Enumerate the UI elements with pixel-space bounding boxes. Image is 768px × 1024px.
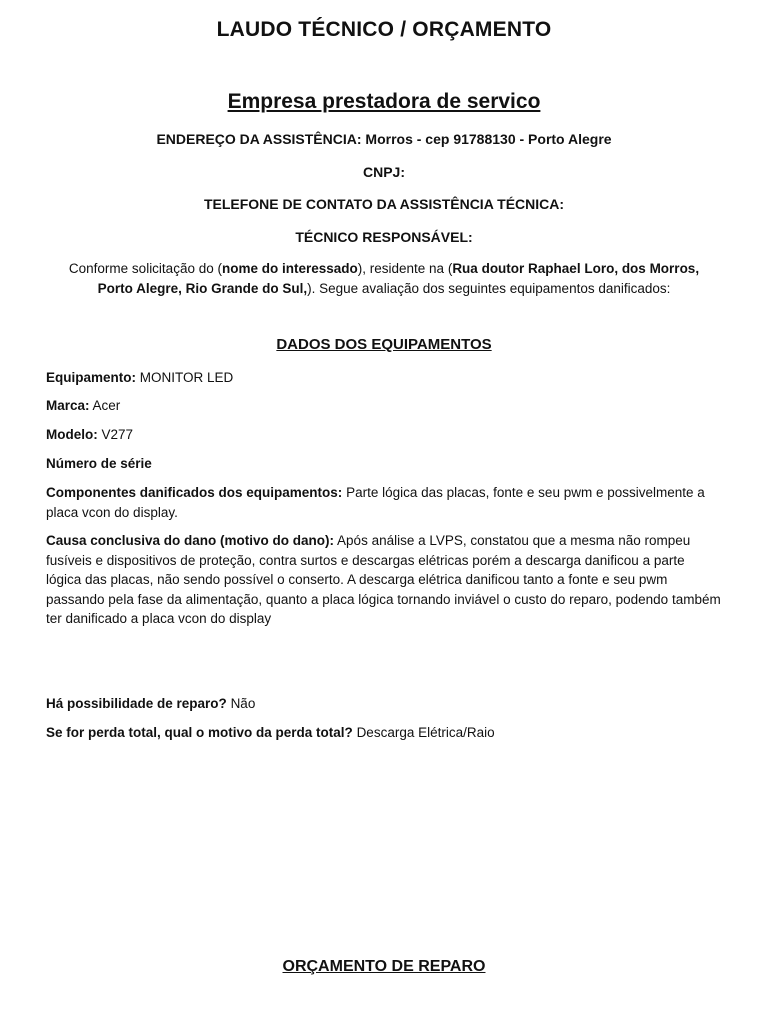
marca-label: Marca: <box>46 398 90 413</box>
reparo-value: Não <box>230 696 256 711</box>
equipment-section-title: DADOS DOS EQUIPAMENTOS <box>276 336 492 353</box>
reparo-label: Há possibilidade de reparo? <box>46 696 227 711</box>
field-marca <box>46 396 722 416</box>
intro-paragraph <box>0 259 768 299</box>
modelo-value: V277 <box>101 427 134 442</box>
address-label: ENDEREÇO DA ASSISTÊNCIA: <box>156 131 362 147</box>
company-name: Empresa prestadora de servico <box>227 90 541 113</box>
causa-label: Causa conclusiva do dano (motivo do dano): <box>46 533 335 548</box>
causa-value: Após análise a LVPS, constatou que a mesma não rompeu fusíveis e dispositivos de proteção, contra surtos e descargas elétricas porém a descarga danificou a parte lógica das placas, não sendo possível o conserto. A descarga elétrica danificou tanto a fonte e seu pwm passando pela fase da alimentação, quanto a placa lógica tornando inviável o custo do reparo, podendo também ter danificado a placa vcon do display <box>46 533 721 626</box>
budget-section-title: ORÇAMENTO DE REPARO <box>282 958 486 975</box>
marca-value: Acer <box>92 398 121 413</box>
document-title: LAUDO TÉCNICO / ORÇAMENTO <box>216 18 552 41</box>
address-line <box>0 131 768 147</box>
componentes-value: Parte lógica das placas, fonte e seu pwm e possivelmente a placa vcon do display. <box>46 485 705 520</box>
field-modelo <box>46 425 722 445</box>
equipamento-label: Equipamento: <box>46 370 136 385</box>
intro-text-3: ). Segue avaliação dos seguintes equipamentos danificados: <box>307 281 671 296</box>
componentes-label: Componentes danificados dos equipamentos: <box>46 485 343 500</box>
address-value: Morros - cep 91788130 - Porto Alegre <box>365 131 612 147</box>
equipamento-value: MONITOR LED <box>139 370 234 385</box>
intro-text-1: Conforme solicitação do ( <box>68 261 222 276</box>
interested-party-name: nome do interessado <box>221 261 358 276</box>
field-numero-serie <box>46 454 722 474</box>
resident-address: Rua doutor Raphael Loro, dos Morros, Porto Alegre, Rio Grande do Sul, <box>97 261 700 296</box>
phone-line: TELEFONE DE CONTATO DA ASSISTÊNCIA TÉCNICA: <box>203 196 565 212</box>
field-equipamento <box>46 368 722 388</box>
perda-value: Descarga Elétrica/Raio <box>356 725 495 740</box>
field-causa <box>46 531 722 629</box>
field-componentes <box>46 483 722 522</box>
technician-line: TÉCNICO RESPONSÁVEL: <box>295 229 473 245</box>
cnpj-line: CNPJ: <box>362 164 405 180</box>
intro-text-2: ), residente na ( <box>357 261 453 276</box>
field-reparo <box>46 694 722 714</box>
modelo-label: Modelo: <box>46 427 98 442</box>
perda-label: Se for perda total, qual o motivo da perda total? <box>46 725 353 740</box>
field-perda-total <box>46 723 722 743</box>
serie-label: Número de série <box>46 456 152 471</box>
